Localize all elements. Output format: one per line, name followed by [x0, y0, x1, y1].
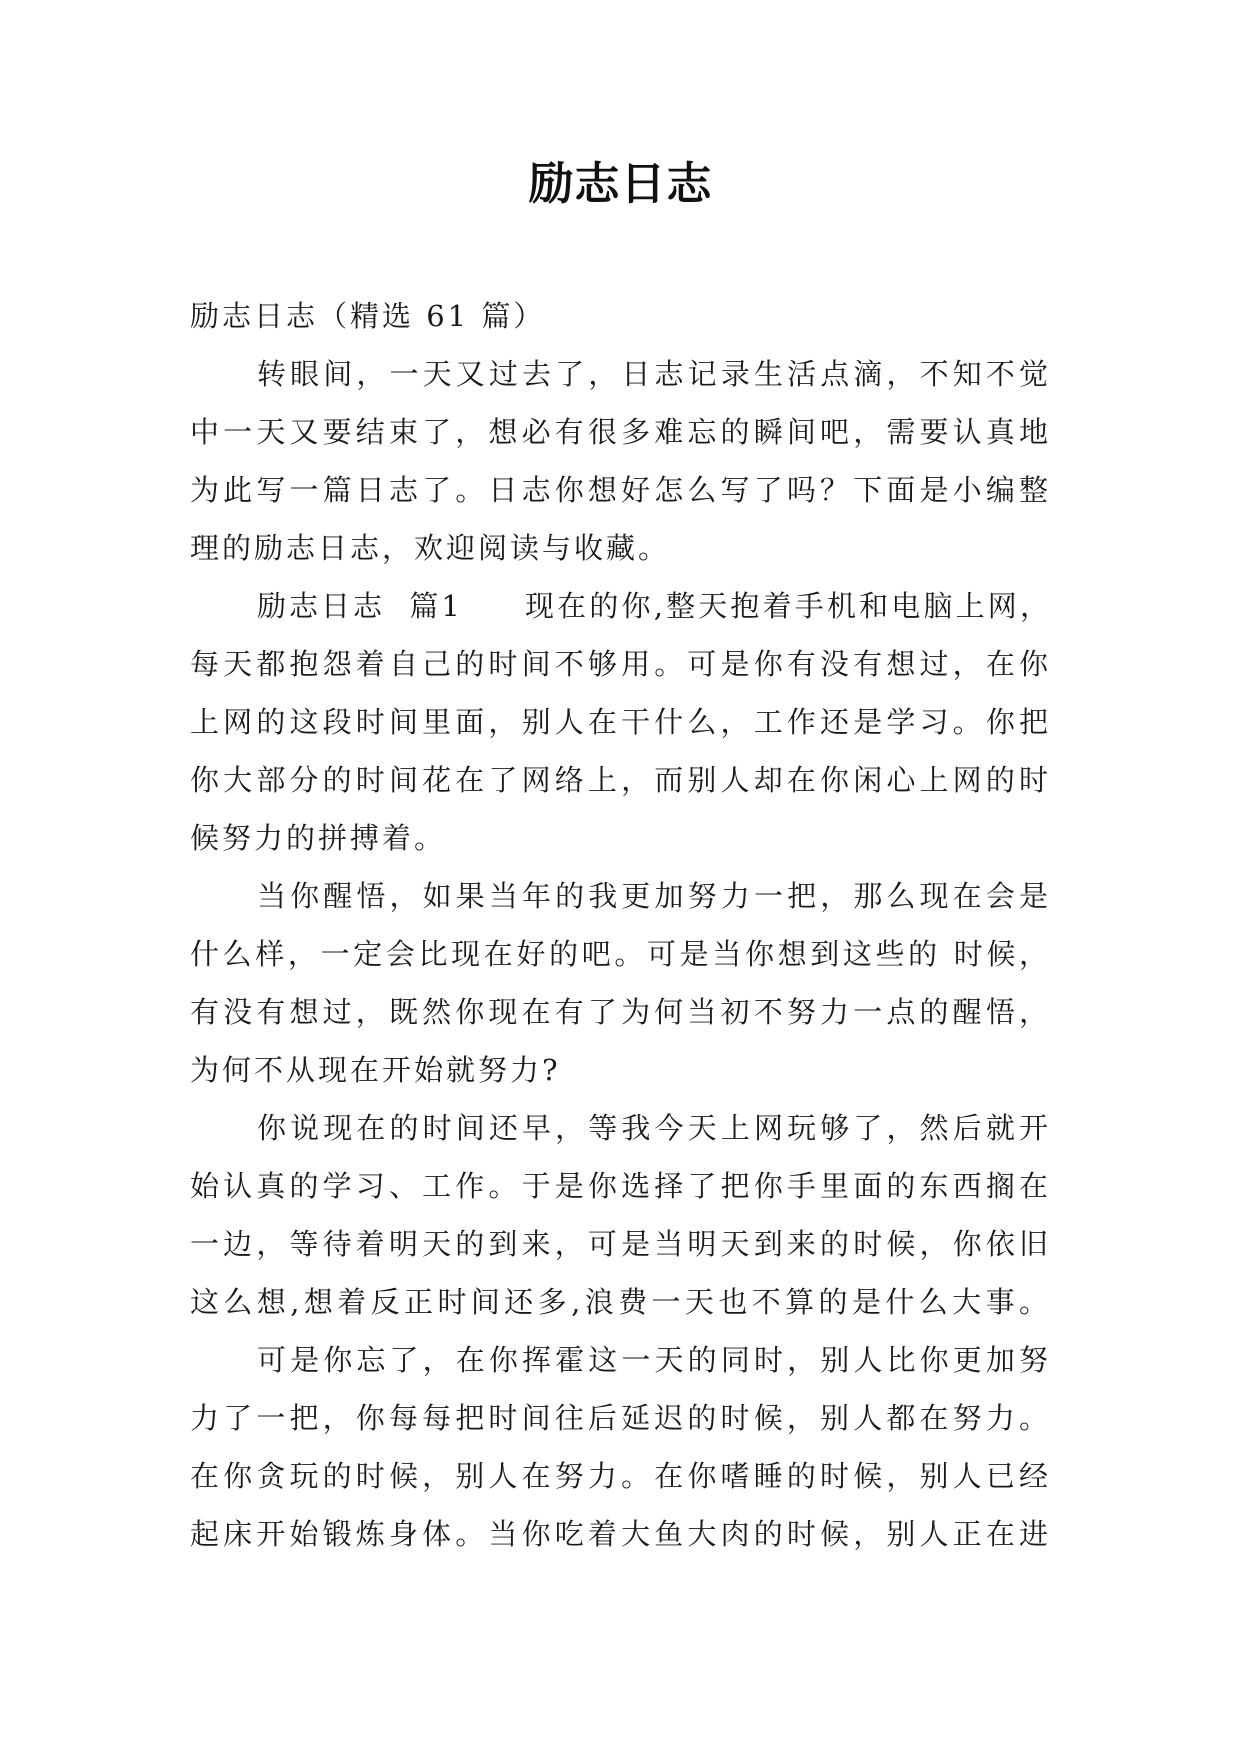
paragraph-line: 力了一把，你每每把时间往后延迟的时候，别人都在努力。 — [190, 1401, 1051, 1435]
paragraph — [190, 1331, 1051, 1563]
document-title: 励志日志 — [528, 157, 713, 210]
paragraph — [190, 577, 1051, 867]
paragraph-line: 可是你忘了，在你挥霍这一天的同时，别人比你更加努 — [257, 1343, 1051, 1377]
paragraph-line: 什么样，一定会比现在好的吧。可是当你想到这些的 时候， — [190, 937, 1051, 971]
paragraph-line: 上网的这段时间里面，别人在干什么，工作还是学习。你把 — [190, 705, 1051, 739]
document-body — [190, 287, 1051, 1563]
paragraph-line: 候努力的拼搏着。 — [190, 821, 447, 855]
paragraph — [190, 1099, 1051, 1331]
paragraph-line: 一边，等待着明天的到来，可是当明天到来的时候，你依旧 — [190, 1227, 1051, 1261]
article-subtitle: 励志日志（精选 61 篇） — [190, 299, 546, 333]
paragraph-line: 起床开始锻炼身体。当你吃着大鱼大肉的时候，别人正在进 — [190, 1517, 1051, 1551]
paragraph-line: 中一天又要结束了，想必有很多难忘的瞬间吧，需要认真地 — [190, 415, 1051, 449]
paragraph-line: 转眼间，一天又过去了，日志记录生活点滴，不知不觉 — [257, 357, 1051, 391]
paragraph-line: 为何不从现在开始就努力? — [190, 1053, 561, 1087]
paragraph-line: 你说现在的时间还早，等我今天上网玩够了，然后就开 — [257, 1111, 1051, 1145]
paragraph-line: 在你贪玩的时候，别人在努力。在你嗜睡的时候，别人已经 — [190, 1459, 1051, 1493]
paragraph-line-text: 现在的你,整天抱着手机和电脑上网， — [525, 589, 1051, 623]
paragraph-line: 当你醒悟，如果当年的我更加努力一把，那么现在会是 — [257, 879, 1051, 913]
paragraph-line: 理的励志日志，欢迎阅读与收藏。 — [190, 531, 671, 565]
paragraph — [190, 867, 1051, 1099]
paragraph — [190, 345, 1051, 577]
paragraph-line: 每天都抱怨着自己的时间不够用。可是你有没有想过，在你 — [190, 647, 1051, 681]
paragraph-line: 你大部分的时间花在了网络上，而别人却在你闲心上网的时 — [190, 763, 1051, 797]
paragraph-line: 始认真的学习、工作。于是你选择了把你手里面的东西搁在 — [190, 1169, 1051, 1203]
paragraph-line: 这么想,想着反正时间还多,浪费一天也不算的是什么大事。 — [190, 1285, 1051, 1319]
paragraph-line — [190, 577, 1051, 635]
paragraph-line: 有没有想过，既然你现在有了为何当初不努力一点的醒悟， — [190, 995, 1051, 1029]
paragraph-line: 为此写一篇日志了。日志你想好怎么写了吗？下面是小编整 — [190, 473, 1051, 507]
section-heading: 励志日志 篇1 — [257, 589, 463, 623]
